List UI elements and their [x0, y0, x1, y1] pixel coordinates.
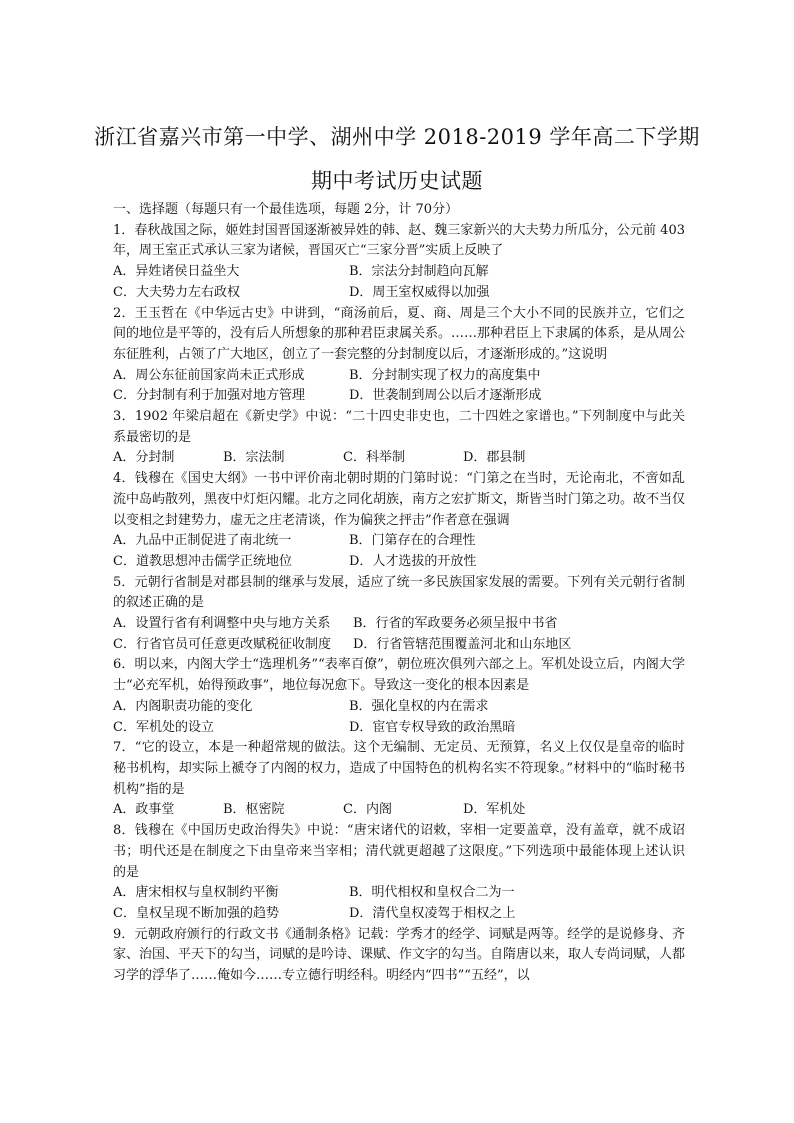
question-8-options: [113, 883, 685, 904]
question-6-options: [113, 718, 685, 739]
option-a: A．政事堂: [113, 802, 175, 818]
option-a: A．设置行省有利调整中央与地方关系: [113, 616, 331, 632]
question-5-options: [113, 614, 685, 635]
question-5: 5．元朝行省制是对郡县制的继承与发展，适应了统一多民族国家发展的需要。下列有关元朝行省制的叙述正确的是: [113, 574, 685, 611]
section-heading: 一、选择题（每题只有一个最佳选项，每题 2分，计 70分）: [113, 202, 459, 217]
option-c: C．分封制有利于加强对地方管理: [113, 388, 305, 404]
option-b: B．枢密院: [223, 802, 285, 818]
exam-title-line1: 浙江省嘉兴市第一中学、湖州中学 2018-2019 学年高二下学期: [94, 125, 700, 149]
question-3: 3．1902 年梁启超在《新史学》中说：“二十四史非史也，二十四姓之家谱也。”下列制度中与此关系最密切的是: [113, 409, 685, 445]
option-b: B．分封制实现了权力的高度集中: [349, 367, 541, 383]
exam-title-line2: 期中考试历史试题: [311, 169, 483, 193]
question-6-options: [113, 697, 685, 718]
option-a: A．九品中正制促进了南北统一: [113, 533, 292, 549]
option-d: D．世袭制到周公以后才逐渐形成: [349, 388, 542, 404]
option-d: D．清代皇权凌驾于相权之上: [349, 905, 516, 921]
option-b: B．宗法分封制趋向瓦解: [349, 264, 489, 280]
question-9: 9．元朝政府颁行的行政文书《通制条格》记载：学秀才的经学、词赋是两等。经学的是说修身、齐家、治国、平天下的勾当，词赋的是吟诗、课赋、作文字的勾当。自隋唐以来，取人专尚词赋，人都习学的浮华了……俺如今……专立德行明经科。明经内“四书”“五经”，以: [113, 926, 686, 984]
option-a: A．异姓诸侯日益坐大: [113, 264, 240, 280]
option-d: D．宦官专权导致的政治黑暗: [349, 719, 516, 735]
question-3-options: [113, 448, 685, 469]
option-c: C．内阁: [343, 802, 392, 818]
question-5-options: [113, 635, 685, 656]
option-c: C．大夫势力左右政权: [113, 284, 240, 300]
option-b: B．明代相权和皇权合二为一: [349, 885, 515, 901]
question-6: 6．明以来，内阁大学士“选理机务”“表率百僚”，朝位班次俱列六部之上。军机处设立后，内阁大学士“必充军机，始得预政事”，地位每况愈下。导致这一变化的根本因素是: [113, 657, 685, 694]
option-c: C．科举制: [343, 450, 405, 466]
question-4-options: [113, 552, 685, 573]
question-2: 2．王玉哲在《中华远古史》中讲到，“商汤前后，夏、商、周是三个大小不同的民族并立，它们之间的地位是平等的，没有后人所想象的那种君臣隶属关系。……那种君臣上下隶属的体系，是从周公东征胜利，占领了广大地区，创立了一套完整的分封制度以后，才逐渐形成的。”这说明: [113, 305, 686, 362]
question-2-options: [113, 366, 685, 387]
question-4: 4．钱穆在《国史大纲》一书中评价南北朝时期的门第时说：“门第之在当时，无论南北，不啻如乱流中岛屿散列，黑夜中灯炬闪耀。北方之同化胡族，南方之宏扩斯文，斯皆当时门第之功。故不当仅以变相之封建势力，虚无之庄老清谈，作为偏狭之抨击”作者意在强调: [113, 471, 686, 528]
option-b: B．门第存在的合理性: [349, 533, 476, 549]
question-8: 8．钱穆在《中国历史政治得失》中说：“唐宋诸代的诏敕，宰相一定要盖章，没有盖章，就不成诏书；明代还是在制度之下由皇帝来当宰相；清代就更超越了这限度。”下列选项中最能体现上述认识的是: [113, 823, 685, 880]
option-d: D．行省管辖范围覆盖河北和山东地区: [353, 636, 572, 652]
question-2-options: [113, 386, 685, 407]
question-8-options: [113, 904, 685, 925]
question-1-options: [113, 262, 685, 283]
option-a: A．周公东征前国家尚未正式形成: [113, 367, 305, 383]
option-a: A．唐宋相权与皇权制约平衡: [113, 885, 279, 901]
question-7: 7．“它的设立，本是一种超常规的做法。这个无编制、无定员、无预算，名义上仅仅是皇帝的临时秘书机构，却实际上褫夺了内阁的权力，造成了中国特色的机构名实不符现象。”材料中的“临时秘书机构”指的是: [113, 740, 685, 797]
exam-content: [113, 200, 685, 987]
option-c: C．道教思想冲击儒学正统地位: [113, 553, 292, 569]
option-a: A．分封制: [113, 450, 175, 466]
question-4-options: [113, 531, 685, 552]
option-d: D．周王室权威得以加强: [349, 284, 490, 300]
question-1-options: [113, 283, 685, 304]
question-7-options: [113, 800, 685, 821]
option-d: D．军机处: [463, 802, 526, 818]
option-c: C．皇权呈现不断加强的趋势: [113, 905, 279, 921]
option-d: D．人才选拔的开放性: [349, 553, 477, 569]
option-b: B．强化皇权的内在需求: [349, 698, 489, 714]
option-b: B．行省的军政要务必须呈报中书省: [353, 616, 558, 632]
question-1: 1．春秋战国之际，姬姓封国晋国逐渐被异姓的韩、赵、魏三家新兴的大夫势力所瓜分，公元前 403年，周王室正式承认三家为诸候，晋国灭亡“三家分晋”实质上反映了: [113, 222, 685, 259]
option-b: B．宗法制: [223, 450, 285, 466]
option-c: C．行省官员可任意更改赋税征收制度: [113, 636, 331, 652]
option-a: A．内阁职责功能的变化: [113, 698, 253, 714]
option-d: D．郡县制: [463, 450, 526, 466]
option-c: C．军机处的设立: [113, 719, 214, 735]
